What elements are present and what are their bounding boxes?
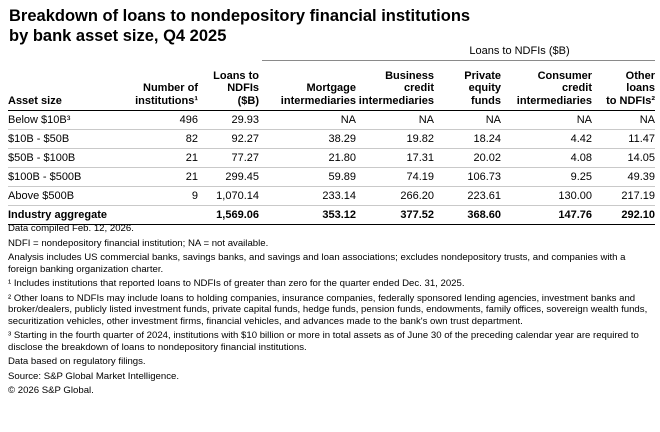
table-row: [8, 130, 655, 149]
table-cell: 147.76: [501, 206, 592, 225]
column-header-line: Private: [464, 69, 501, 82]
table-row: [8, 111, 655, 130]
table-cell: 92.27: [198, 130, 259, 149]
footnote: Source: S&P Global Market Intelligence.: [8, 370, 180, 382]
column-header-line: to NDFIs²: [606, 94, 655, 107]
table-cell: 14.05: [592, 149, 655, 168]
table-cell: 223.61: [434, 187, 501, 206]
column-header: [356, 63, 434, 111]
table-cell: 4.42: [501, 130, 592, 149]
table-cell: 266.20: [356, 187, 434, 206]
table-row: [8, 168, 655, 187]
row-label: Below $10B³: [8, 111, 118, 130]
column-header-line: intermediaries: [280, 94, 356, 107]
table-cell: 11.47: [592, 130, 655, 149]
table-cell: 29.93: [198, 111, 259, 130]
table-body: [8, 111, 655, 225]
column-header: [592, 63, 655, 111]
table-cell: 20.02: [434, 149, 501, 168]
footnote: Data compiled Feb. 12, 2026.: [8, 223, 134, 234]
table-row: [8, 149, 655, 168]
column-header: [259, 63, 356, 111]
table-cell: 18.24: [434, 130, 501, 149]
column-header-line: credit: [404, 82, 434, 94]
column-header: [501, 63, 592, 111]
table-cell: 9: [118, 187, 198, 206]
footnote: ² Other loans to NDFIs may include loans to holding companies, insurance companies, federally sponsored lending agencies, investment banks and broker/dealers, publicly listed investment funds, private capital funds, hedge funds, pension funds, endowments, family offices, sovereign wealth funds, securitization vehicles, other investment firms, financial vehicles, and advances made to the bank's own trust department.: [8, 292, 648, 327]
column-header-line: loans: [626, 82, 655, 94]
column-header-line: ($B): [237, 94, 259, 107]
table-cell: 49.39: [592, 168, 655, 187]
table-cell: 106.73: [434, 168, 501, 187]
table-cell: 496: [118, 111, 198, 130]
table-cell: 4.08: [501, 149, 592, 168]
table-cell: 82: [118, 130, 198, 149]
table-cell: 77.27: [198, 149, 259, 168]
column-header: [8, 63, 118, 111]
table-cell: 74.19: [356, 168, 434, 187]
column-header-line: funds: [471, 94, 501, 107]
table-cell: 233.14: [259, 187, 356, 206]
column-header-line: intermediaries: [516, 94, 592, 107]
table-cell: 292.10: [592, 206, 655, 225]
table-total-row: [8, 206, 655, 225]
row-label: Above $500B: [8, 187, 118, 206]
footnote: Analysis includes US commercial banks, savings banks, and savings and loan associations; excludes nondepository trusts, and companies with a foreign banking organization charter.: [8, 252, 626, 275]
column-header-line: Mortgage: [306, 82, 356, 94]
column-header-line: Other: [625, 69, 655, 82]
table-cell: NA: [356, 111, 434, 130]
column-header-line: Loans to: [213, 69, 259, 82]
row-label: $50B - $100B: [8, 149, 118, 168]
column-header-line: Consumer: [537, 69, 592, 82]
column-header: [434, 63, 501, 111]
column-header-line: institutions¹: [135, 94, 198, 107]
footnote: Data based on regulatory filings.: [8, 356, 146, 367]
table-cell: NA: [259, 111, 356, 130]
column-header-line: Asset size: [8, 94, 62, 107]
table-cell: 130.00: [501, 187, 592, 206]
table-cell: NA: [501, 111, 592, 130]
table-cell: 21: [118, 149, 198, 168]
table-cell: 9.25: [501, 168, 592, 187]
page-title: [9, 6, 649, 46]
footnote: NDFI = nondepository financial institution; NA = not available.: [8, 237, 269, 249]
row-label: Industry aggregate: [8, 206, 118, 225]
table-cell: [118, 206, 198, 225]
table-cell: 368.60: [434, 206, 501, 225]
table-cell: 353.12: [259, 206, 356, 225]
table-cell: 1,569.06: [198, 206, 259, 225]
column-header-line: Number of: [143, 82, 198, 94]
column-header-line: credit: [562, 82, 592, 94]
footnote: ³ Starting in the fourth quarter of 2024, institutions with $10 billion or more in total assets as of June 30 of the preceding calendar year are required to disclose the breakdown of loans to nondepository financial institutions.: [8, 330, 639, 353]
title-line-2: by bank asset size, Q4 2025: [9, 27, 227, 45]
table-cell: NA: [592, 111, 655, 130]
loans-table: [8, 63, 655, 225]
footnote: © 2026 S&P Global.: [8, 385, 94, 396]
table-cell: 19.82: [356, 130, 434, 149]
table-cell: 59.89: [259, 168, 356, 187]
column-header: [118, 63, 198, 111]
column-header-line: intermediaries: [358, 94, 434, 107]
table-cell: 1,070.14: [198, 187, 259, 206]
table-cell: NA: [434, 111, 501, 130]
table-cell: 217.19: [592, 187, 655, 206]
table-row: [8, 187, 655, 206]
table-cell: 377.52: [356, 206, 434, 225]
column-header: [198, 63, 259, 111]
title-line-1: Breakdown of loans to nondepository financial institutions: [9, 7, 471, 25]
table-cell: 299.45: [198, 168, 259, 187]
column-header-line: Business: [385, 69, 434, 82]
column-header-line: NDFIs: [227, 82, 259, 94]
table-header-row: [8, 63, 655, 111]
row-label: $100B - $500B: [8, 168, 118, 187]
group-header-rule: [262, 60, 655, 61]
row-label: $10B - $50B: [8, 130, 118, 149]
group-header-loans-to-ndfis: Loans to NDFIs ($B): [469, 45, 570, 57]
table-cell: 38.29: [259, 130, 356, 149]
footnote: ¹ Includes institutions that reported loans to NDFIs of greater than zero for the quarter ended Dec. 31, 2025.: [8, 278, 465, 289]
column-header-line: equity: [468, 82, 501, 94]
table-cell: 21.80: [259, 149, 356, 168]
footnotes: [8, 223, 656, 400]
table-cell: 17.31: [356, 149, 434, 168]
table-cell: 21: [118, 168, 198, 187]
